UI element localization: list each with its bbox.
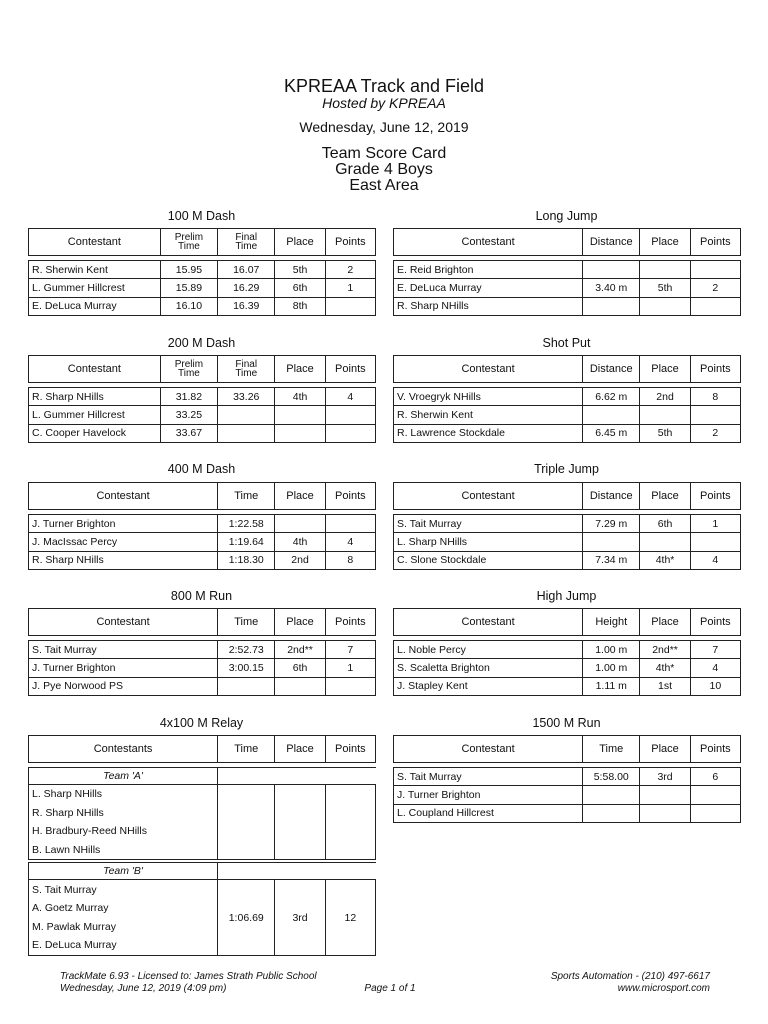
table-row — [29, 515, 376, 533]
column-header: Final Time — [218, 229, 275, 256]
column-header: Place — [640, 229, 690, 256]
table-shot-put — [393, 355, 741, 443]
footer-printed-date: Wednesday, June 12, 2019 (4:09 pm) — [60, 983, 227, 994]
contestant-cell: C. Slone Stockdale — [394, 551, 583, 569]
contestant-cell: E. DeLuca Murray — [29, 297, 161, 315]
team-label-row — [29, 768, 376, 785]
relay-member: L. Sharp NHills — [29, 785, 218, 804]
result-cell — [640, 804, 690, 822]
table-row — [394, 786, 741, 804]
contestant-cell: R. Sharp NHills — [394, 297, 583, 315]
column-header: Distance — [583, 229, 640, 256]
column-header: Place — [275, 736, 325, 763]
column-header: Prelim Time — [160, 356, 217, 383]
result-cell: 6th — [275, 659, 325, 677]
column-header: Points — [690, 356, 740, 383]
table-triple-jump — [393, 482, 741, 570]
column-header: Place — [275, 609, 325, 636]
result-cell: 1.00 m — [583, 659, 640, 677]
result-cell — [275, 406, 325, 424]
table-header-row — [394, 736, 741, 763]
event-title-high-jump: High Jump — [536, 589, 597, 603]
result-cell — [583, 533, 640, 551]
column-header: Contestant — [394, 736, 583, 763]
event-title-400m: 400 M Dash — [167, 462, 236, 476]
relay-time: 1:06.69 — [218, 880, 275, 955]
column-header: Time — [218, 736, 275, 763]
column-header: Points — [325, 609, 375, 636]
column-header: Contestant — [394, 483, 583, 510]
table-row — [394, 677, 741, 695]
result-cell: 10 — [690, 677, 740, 695]
table-header-row — [29, 609, 376, 636]
footer-software: TrackMate 6.93 - Licensed to: James Strath Public School — [60, 971, 317, 982]
column-header: Place — [640, 609, 690, 636]
result-cell: 1.11 m — [583, 677, 640, 695]
result-cell: 4th* — [640, 551, 690, 569]
contestant-cell: R. Sherwin Kent — [29, 261, 161, 279]
contestant-cell: L. Gummer Hillcrest — [29, 406, 161, 424]
result-cell: 5th — [275, 261, 325, 279]
contestant-cell: S. Tait Murray — [394, 768, 583, 786]
result-cell: 6.45 m — [583, 424, 640, 442]
result-cell: 2nd** — [275, 641, 325, 659]
column-header: Distance — [583, 356, 640, 383]
result-cell — [583, 406, 640, 424]
column-header: Points — [325, 229, 375, 256]
table-header-row — [29, 483, 376, 510]
event-title-1500m: 1500 M Run — [532, 716, 601, 730]
table-row — [394, 424, 741, 442]
result-cell: 1 — [325, 659, 375, 677]
relay-member: A. Goetz Murray — [29, 899, 218, 918]
result-cell — [640, 533, 690, 551]
team-label-blank — [218, 768, 376, 785]
column-header: Place — [275, 356, 325, 383]
column-header: Contestant — [29, 609, 218, 636]
table-row — [29, 297, 376, 315]
footer-page-number: Page 1 of 1 — [364, 983, 416, 994]
relay-points — [325, 785, 375, 860]
result-cell — [690, 533, 740, 551]
result-cell: 2:52.73 — [218, 641, 275, 659]
relay-member: R. Sharp NHills — [29, 804, 218, 823]
event-title-long-jump: Long Jump — [535, 209, 598, 223]
result-cell — [640, 261, 690, 279]
result-cell — [583, 297, 640, 315]
result-cell: 1st — [640, 677, 690, 695]
result-cell: 33.67 — [160, 424, 217, 442]
table-row — [29, 551, 376, 569]
contestant-cell: L. Noble Percy — [394, 641, 583, 659]
card-title: Team Score Card — [321, 145, 447, 162]
relay-time — [218, 785, 275, 860]
team-label-blank — [218, 863, 376, 880]
result-cell: 16.10 — [160, 297, 217, 315]
result-cell: 3rd — [640, 768, 690, 786]
result-cell: 1.00 m — [583, 641, 640, 659]
column-header: Place — [275, 483, 325, 510]
result-cell: 4 — [325, 533, 375, 551]
result-cell: 3:00.15 — [218, 659, 275, 677]
meet-date: Wednesday, June 12, 2019 — [299, 119, 469, 135]
column-header: Time — [218, 483, 275, 510]
table-row — [394, 804, 741, 822]
table-high-jump — [393, 608, 741, 696]
contestant-cell: J. Turner Brighton — [29, 659, 218, 677]
team-label: Team 'B' — [29, 863, 218, 880]
column-header: Time — [583, 736, 640, 763]
column-header: Contestants — [29, 736, 218, 763]
relay-member: S. Tait Murray — [29, 880, 218, 899]
table-800m-run — [28, 608, 376, 696]
event-title-triple-jump: Triple Jump — [534, 462, 599, 476]
contestant-cell: J. Stapley Kent — [394, 677, 583, 695]
table-header-row — [394, 229, 741, 256]
result-cell — [275, 677, 325, 695]
relay-member: B. Lawn NHills — [29, 841, 218, 860]
score-card-heading — [0, 146, 768, 194]
table-row — [29, 641, 376, 659]
card-area: East Area — [349, 177, 419, 194]
result-cell — [218, 406, 275, 424]
result-cell: 3.40 m — [583, 279, 640, 297]
column-header: Points — [325, 356, 375, 383]
table-100m-dash — [28, 228, 376, 316]
result-cell: 2 — [325, 261, 375, 279]
contestant-cell: L. Gummer Hillcrest — [29, 279, 161, 297]
result-cell: 2nd — [640, 388, 690, 406]
result-cell — [583, 804, 640, 822]
table-header-row — [29, 229, 376, 256]
result-cell: 31.82 — [160, 388, 217, 406]
column-header: Points — [690, 229, 740, 256]
contestant-cell: J. Turner Brighton — [394, 786, 583, 804]
card-grade: Grade 4 Boys — [335, 161, 433, 178]
result-cell: 16.29 — [218, 279, 275, 297]
result-cell: 15.89 — [160, 279, 217, 297]
result-cell — [218, 677, 275, 695]
table-row — [394, 641, 741, 659]
column-header: Points — [690, 609, 740, 636]
column-header: Distance — [583, 483, 640, 510]
column-header: Points — [690, 736, 740, 763]
result-cell: 5th — [640, 279, 690, 297]
result-cell — [690, 804, 740, 822]
contestant-cell: S. Scaletta Brighton — [394, 659, 583, 677]
result-cell — [583, 261, 640, 279]
table-4x100-relay — [28, 735, 376, 956]
table-1500m-run — [393, 735, 741, 823]
result-cell — [275, 424, 325, 442]
contestant-cell: L. Coupland Hillcrest — [394, 804, 583, 822]
table-row — [394, 551, 741, 569]
relay-place — [275, 785, 325, 860]
result-cell: 5th — [640, 424, 690, 442]
result-cell — [690, 786, 740, 804]
page-subtitle: Hosted by KPREAA — [322, 95, 446, 111]
column-header: Place — [275, 229, 325, 256]
column-header: Contestant — [29, 229, 161, 256]
table-header-row — [394, 356, 741, 383]
relay-member: H. Bradbury-Reed NHills — [29, 822, 218, 841]
result-cell: 33.26 — [218, 388, 275, 406]
event-title-shot-put: Shot Put — [542, 336, 591, 350]
contestant-cell: E. DeLuca Murray — [394, 279, 583, 297]
table-row — [394, 261, 741, 279]
result-cell: 4 — [690, 551, 740, 569]
result-cell — [640, 297, 690, 315]
event-title-200m: 200 M Dash — [167, 336, 236, 350]
column-header: Time — [218, 609, 275, 636]
result-cell — [690, 297, 740, 315]
footer-vendor-url: www.microsport.com — [617, 983, 710, 994]
result-cell — [640, 406, 690, 424]
result-cell — [325, 515, 375, 533]
table-row — [394, 388, 741, 406]
table-row — [29, 261, 376, 279]
result-cell: 4th* — [640, 659, 690, 677]
contestant-cell: R. Sherwin Kent — [394, 406, 583, 424]
table-row — [394, 533, 741, 551]
event-title-relay: 4x100 M Relay — [159, 716, 244, 730]
table-row — [29, 533, 376, 551]
result-cell: 2 — [690, 279, 740, 297]
result-cell — [325, 677, 375, 695]
result-cell: 4 — [690, 659, 740, 677]
contestant-cell: R. Lawrence Stockdale — [394, 424, 583, 442]
table-row — [394, 659, 741, 677]
table-header-row — [29, 356, 376, 383]
result-cell: 6th — [640, 515, 690, 533]
column-header: Points — [325, 736, 375, 763]
result-cell: 2 — [690, 424, 740, 442]
result-cell: 8 — [690, 388, 740, 406]
result-cell: 15.95 — [160, 261, 217, 279]
result-cell: 8 — [325, 551, 375, 569]
table-row — [394, 515, 741, 533]
result-cell — [325, 424, 375, 442]
result-cell: 4th — [275, 388, 325, 406]
column-header: Contestant — [29, 483, 218, 510]
result-cell — [690, 261, 740, 279]
page-title: KPREAA Track and Field — [283, 76, 485, 96]
result-cell: 7 — [690, 641, 740, 659]
contestant-cell: R. Sharp NHills — [29, 551, 218, 569]
footer-vendor — [470, 971, 710, 995]
result-cell: 1 — [325, 279, 375, 297]
column-header: Contestant — [394, 229, 583, 256]
result-cell: 7 — [325, 641, 375, 659]
contestant-cell: E. Reid Brighton — [394, 261, 583, 279]
result-cell — [690, 406, 740, 424]
table-row — [29, 279, 376, 297]
result-cell: 16.07 — [218, 261, 275, 279]
column-header: Place — [640, 736, 690, 763]
column-header: Points — [325, 483, 375, 510]
relay-member-row — [29, 880, 376, 899]
column-header: Prelim Time — [160, 229, 217, 256]
table-header-row — [394, 483, 741, 510]
result-cell — [640, 786, 690, 804]
column-header: Final Time — [218, 356, 275, 383]
result-cell: 4 — [325, 388, 375, 406]
column-header: Place — [640, 356, 690, 383]
column-header: Contestant — [29, 356, 161, 383]
result-cell: 33.25 — [160, 406, 217, 424]
relay-member: M. Pawlak Murray — [29, 918, 218, 937]
contestant-cell: V. Vroegryk NHills — [394, 388, 583, 406]
table-row — [394, 768, 741, 786]
relay-member: E. DeLuca Murray — [29, 936, 218, 955]
relay-points: 12 — [325, 880, 375, 955]
contestant-cell: J. Pye Norwood PS — [29, 677, 218, 695]
column-header: Contestant — [394, 356, 583, 383]
table-row — [394, 279, 741, 297]
result-cell: 5:58.00 — [583, 768, 640, 786]
result-cell — [325, 297, 375, 315]
result-cell: 7.34 m — [583, 551, 640, 569]
result-cell: 16.39 — [218, 297, 275, 315]
result-cell: 1 — [690, 515, 740, 533]
table-row — [394, 297, 741, 315]
result-cell: 1:18.30 — [218, 551, 275, 569]
table-header-row — [29, 736, 376, 763]
result-cell — [218, 424, 275, 442]
contestant-cell: S. Tait Murray — [394, 515, 583, 533]
result-cell: 6th — [275, 279, 325, 297]
table-400m-dash — [28, 482, 376, 570]
contestant-cell: J. MacIssac Percy — [29, 533, 218, 551]
result-cell: 2nd — [275, 551, 325, 569]
relay-place: 3rd — [275, 880, 325, 955]
column-header: Points — [690, 483, 740, 510]
contestant-cell: L. Sharp NHills — [394, 533, 583, 551]
contestant-cell: J. Turner Brighton — [29, 515, 218, 533]
relay-member-row — [29, 785, 376, 804]
event-title-800m: 800 M Run — [170, 589, 233, 603]
contestant-cell: S. Tait Murray — [29, 641, 218, 659]
result-cell — [583, 786, 640, 804]
result-cell: 1:22.58 — [218, 515, 275, 533]
table-row — [29, 677, 376, 695]
result-cell: 1:19.64 — [218, 533, 275, 551]
table-row — [29, 406, 376, 424]
table-row — [29, 659, 376, 677]
result-cell: 2nd** — [640, 641, 690, 659]
team-label-row — [29, 863, 376, 880]
result-cell: 6.62 m — [583, 388, 640, 406]
result-cell: 4th — [275, 533, 325, 551]
result-cell — [275, 515, 325, 533]
table-200m-dash — [28, 355, 376, 443]
team-label: Team 'A' — [29, 768, 218, 785]
column-header: Height — [583, 609, 640, 636]
column-header: Contestant — [394, 609, 583, 636]
contestant-cell: R. Sharp NHills — [29, 388, 161, 406]
footer-vendor-phone: Sports Automation - (210) 497-6617 — [550, 971, 710, 982]
table-row — [29, 424, 376, 442]
column-header: Place — [640, 483, 690, 510]
table-header-row — [394, 609, 741, 636]
table-row — [394, 406, 741, 424]
result-cell: 6 — [690, 768, 740, 786]
contestant-cell: C. Cooper Havelock — [29, 424, 161, 442]
table-long-jump — [393, 228, 741, 316]
event-title-100m: 100 M Dash — [167, 209, 236, 223]
result-cell: 7.29 m — [583, 515, 640, 533]
result-cell — [325, 406, 375, 424]
table-row — [29, 388, 376, 406]
result-cell: 8th — [275, 297, 325, 315]
